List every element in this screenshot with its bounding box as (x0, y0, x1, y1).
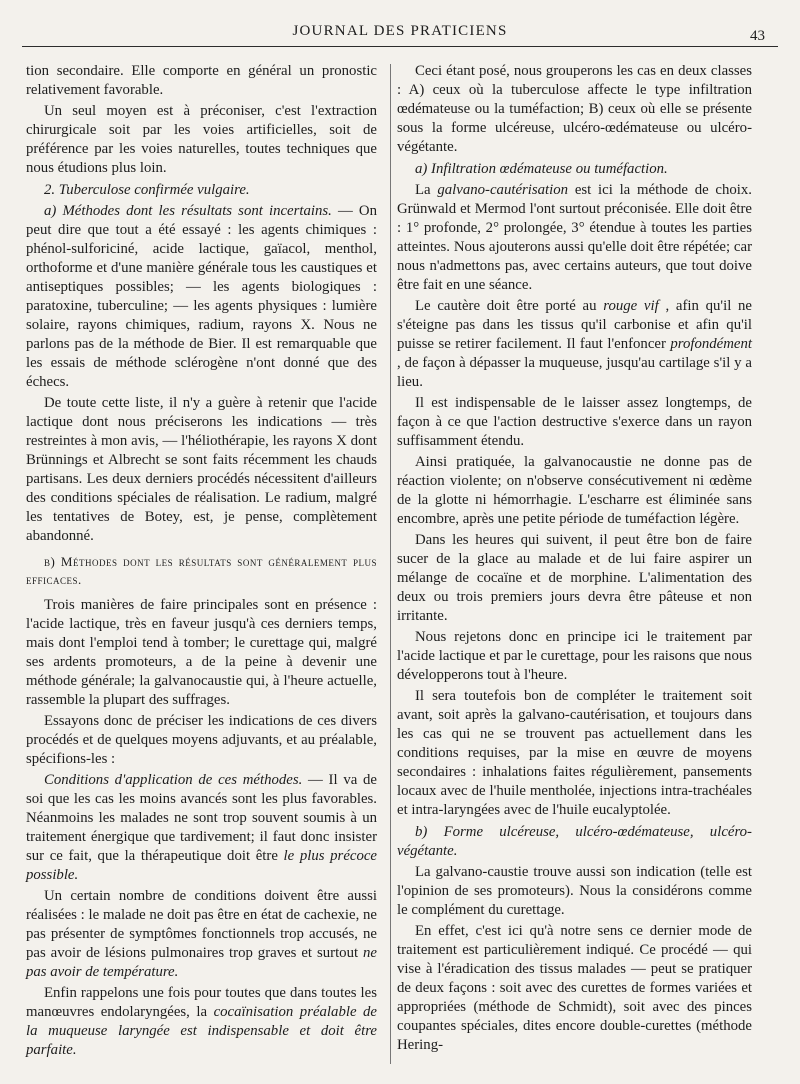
emphasis-text: profondément (670, 336, 752, 352)
paragraph (26, 887, 377, 982)
page-number: 43 (750, 28, 765, 44)
paragraph-text: , afin qu'il ne s'éteigne pas dans les tissus qu'il carbonise et afin qu'il puisse se retirer facilement. Il faut l'enfoncer (397, 298, 753, 352)
paragraph (26, 202, 377, 392)
paragraph: Il est indispensable de le laisser assez longtemps, de façon à ce que l'action destructive s'exerce dans un rayon suffisamment étendu. (397, 395, 752, 449)
subsection-heading: a) Méthodes dont les résultats sont incertains. (44, 203, 332, 219)
emphasis-text: le plus précoce possible. (26, 848, 377, 883)
emphasis-text: galvano-cautérisation (437, 182, 569, 198)
paragraph-text: — Il va de soi que les cas les moins avancés sont les plus favorables. Néanmoins les malades ne sont trop souvent soumis à un traitement énergique que tardivement; il faut donc insister sur ce fait, que la thérapeutique doit être (26, 772, 377, 864)
paragraph-text: Un certain nombre de conditions doivent être aussi réalisées : le malade ne doit pas être en état de cachexie, ne pas présenter de symptômes fonctionnels trop accusés, ne pas avoir de lésions pulmonaires trop graves et surtout (26, 888, 377, 961)
running-title: JOURNAL DES PRATICIENS (292, 23, 508, 39)
paragraph (26, 984, 377, 1060)
paragraph-text: est ici la méthode de choix. Grünwald et Mermod l'ont surtout préconisée. Elle doit être : 1° profonde, 2° prolongée, 3° étendue à toutes les parties atteintes. Nous ajouterons aussi qu'elle doit être répétée; car nous n'admettons pas, avec certains auteurs, que tout doive être fait en une séance. (397, 182, 752, 293)
subsection-heading: b) Forme ulcéreuse, ulcéro-œdémateuse, ulcéro-végétante. (397, 824, 752, 859)
paragraph-text: Le cautère doit être porté au (415, 298, 604, 314)
paragraph (397, 181, 752, 295)
header-rule (22, 46, 778, 47)
subsection-heading: b) Méthodes dont les résultats sont généralement plus efficaces. (26, 554, 377, 587)
paragraph: tion secondaire. Elle comporte en général un pronostic relativement favorable. (26, 63, 377, 98)
paragraph: De toute cette liste, il n'y a guère à retenir que l'acide lactique dont nous préciserons les indications — très restreintes à mon avis, — l'héliothérapie, les rayons X dont Brünnings et Albrecht se sont faits récemment les chauds partisans. Les deux derniers procédés nécessitent d'ailleurs des conditions spéciales de réalisation. Le radium, malgré les tentatives de Botey, est, je pense, complètement abandonné. (26, 395, 377, 544)
paragraph: Dans les heures qui suivent, il peut être bon de faire sucer de la glace au malade et de lui faire aspirer un mélange de cocaïne et de morphine. L'alimentation des deux ou trois premiers jours devra être pâteuse et non irritante. (397, 532, 752, 624)
left-column (26, 62, 377, 1062)
paragraph: Ceci étant posé, nous grouperons les cas en deux classes : A) ceux où la tuberculose affecte le type infiltration œdémateuse ou la tuméfaction; B) ceux où elle se présente sous la forme ulcéreuse, ulcéro-œdémateuse ou ulcéro-végétante. (397, 63, 752, 155)
paragraph: Trois manières de faire principales sont en présence : l'acide lactique, très en faveur jusqu'à ces derniers temps, mais dont l'emploi tend à tomber; le curettage qui, malgré ses ardents promoteurs, a de la peine à devenir une méthode générale; la galvanocaustie qui, à l'heure actuelle, rassemble la plupart des suffrages. (26, 597, 377, 708)
paragraph (397, 297, 752, 392)
right-column (397, 62, 752, 1057)
paragraph: Il sera toutefois bon de compléter le traitement soit avant, soit après la galvano-cautérisation, et toujours dans les cas qui ne se trouvent pas actuellement dans les conditions requises, par la mise en œuvre de moyens secondaires : inhalations faites régulièrement, pansements locaux avec de l'huile mentholée, injections intra-trachéales et intra-laryngées avec de l'huile eucalyptolée. (397, 688, 752, 818)
paragraph-text: , de façon à dépasser la muqueuse, jusqu'au cartilage s'il y a lieu. (397, 355, 752, 390)
subsection-heading: Conditions d'application de ces méthodes. (44, 772, 303, 788)
subsection-heading: a) Infiltration œdémateuse ou tuméfaction. (415, 161, 668, 177)
column-divider (390, 64, 391, 1064)
paragraph-text: La (415, 182, 438, 198)
paragraph: Un seul moyen est à préconiser, c'est l'extraction chirurgicale soit par les voies artificielles, soit de préférence par les voies naturelles, toutes techniques que nous étudions plus loin. (26, 103, 377, 176)
paragraph: En effet, c'est ici qu'à notre sens ce dernier mode de traitement est particulièrement indiqué. Ce procédé — qui vise à l'éradication des tissus malades — peut se pratiquer de deux façons : soit avec des curettes de formes variées et appropriées (méthode de Schmidt), soit avec des pinces coupantes spéciales, dites encore double-curettes (méthode Hering- (397, 923, 752, 1053)
emphasis-text: cocaïnisation préalable de la muqueuse laryngée est indispensable et doit être parfaite. (26, 1004, 377, 1058)
paragraph (26, 771, 377, 885)
paragraph-text: Enfin rappelons une fois pour toutes que dans toutes les manœuvres endolaryngées, la (26, 985, 377, 1020)
paragraph: Nous rejetons donc en principe ici le traitement par l'acide lactique et par le curettage, pour les raisons que nous développerons tout à l'heure. (397, 629, 752, 683)
paragraph: Ainsi pratiquée, la galvanocaustie ne donne pas de réaction violente; on n'observe consécutivement ni œdème de la glotte ni hémorrhagie. L'escharre est éliminée sans encombre, après une petite période de tuméfaction légère. (397, 454, 752, 527)
paragraph: Essayons donc de préciser les indications de ces divers procédés et de quelques moyens adjuvants, et au préalable, spécifions-les : (26, 713, 377, 767)
emphasis-text: rouge vif (603, 298, 659, 314)
section-heading: 2. Tuberculose confirmée vulgaire. (44, 182, 250, 198)
paragraph-text: — On peut dire que tout a été essayé : les agents chimiques : phénol-sulforiciné, acide lactique, gaïacol, menthol, orthoforme et d'une manière générale tous les caustiques et antiseptiques possibles; — les agents biologiques : paratoxine, tuberculine; — les agents physiques : lumière solaire, rayons chimiques, radium, rayons X. Nous ne parlons pas de la méthode de Bier. Il est remarquable que les essais de méthode sclérogène n'ont donné que des échecs. (26, 203, 377, 390)
page-header (22, 10, 778, 48)
emphasis-text: ne pas avoir de température. (26, 945, 377, 980)
paragraph: La galvano-caustie trouve aussi son indication (telle est l'opinion de ses promoteurs). Nous la considérons comme le complément du curettage. (397, 864, 752, 918)
